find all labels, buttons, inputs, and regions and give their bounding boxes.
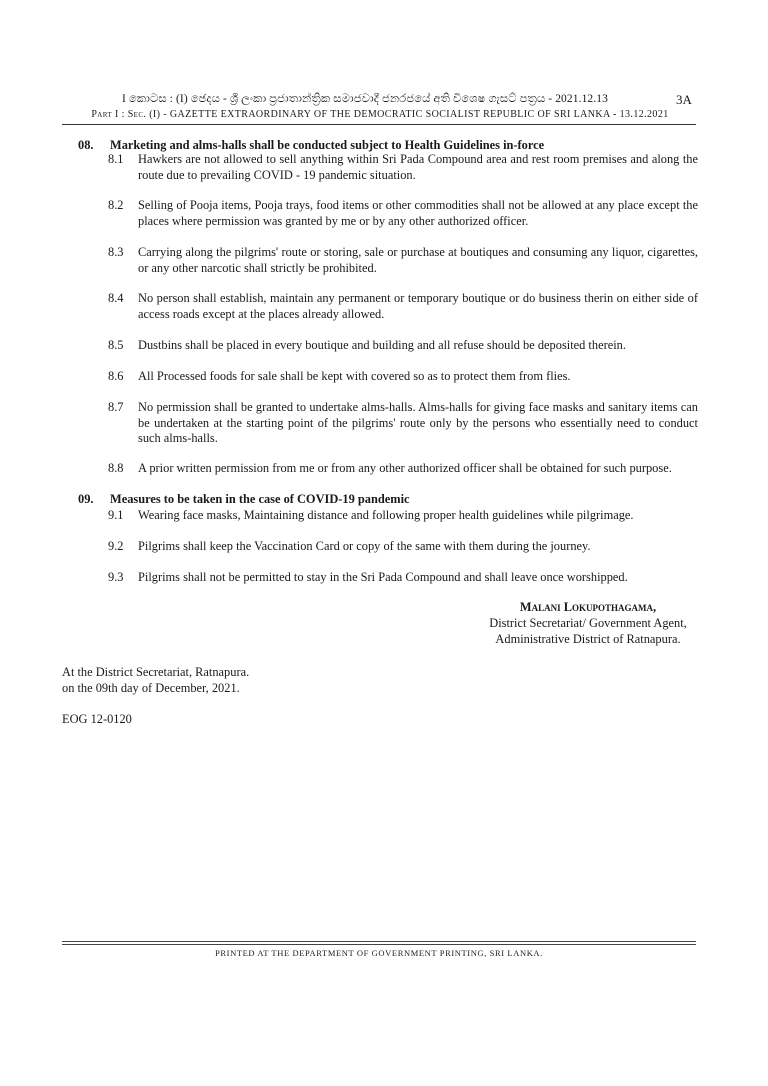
clause-text: Carrying along the pilgrims' route or storing, sale or purchase at boutiques and consuming any liquor, cigarettes, or any other narcotic shall strictly be prohibited. xyxy=(138,245,698,275)
header-sinhala: I කොටස : (I) ඡෙදය - ශ්‍රී ලංකා ප්‍රජාතාන්ත්‍රික සමාජවාදී ජනරජයේ අති විශෙෂ ගැසට් පත්‍රය - 2021.12.13 xyxy=(122,93,608,105)
signatory-district: Administrative District of Ratnapura. xyxy=(495,632,681,646)
clause-text: A prior written permission from me or from any other authorized officer shall be obtained for such purpose. xyxy=(138,461,672,475)
clause-number: 8.2 xyxy=(108,198,124,212)
clause-number: 9.3 xyxy=(108,570,124,584)
clause-8-4 xyxy=(108,291,698,322)
clause-9-3 xyxy=(108,570,698,586)
clause-number: 8.5 xyxy=(108,338,124,352)
clause-text: Pilgrims shall not be permitted to stay in the Sri Pada Compound and shall leave once worshipped. xyxy=(138,570,628,584)
clause-text: No permission shall be granted to undertake alms-halls. Alms-halls for giving face masks and sanitary items can be undertaken at the starting point of the pilgrims' route only by the persons who essentially need to conduct such alms-halls. xyxy=(138,400,698,445)
clause-8-8 xyxy=(108,461,698,477)
clause-number: 8.7 xyxy=(108,400,124,414)
header-english: Part I : Sec. (I) - GAZETTE EXTRAORDINARY OF THE DEMOCRATIC SOCIALIST REPUBLIC OF SRI LANKA - 13.12.2021 xyxy=(91,109,669,120)
section-heading-08 xyxy=(78,138,544,153)
printer-imprint: PRINTED AT THE DEPARTMENT OF GOVERNMENT PRINTING, SRI LANKA. xyxy=(215,948,543,958)
signatory-name: Malani Lokupothagama, xyxy=(519,600,657,614)
section-number: 09. xyxy=(78,492,94,506)
section-heading-09 xyxy=(78,492,410,507)
clause-9-2 xyxy=(108,539,698,555)
clause-text: Dustbins shall be placed in every boutique and building and all refuse should be deposited therein. xyxy=(138,338,626,352)
clause-text: Pilgrims shall keep the Vaccination Card or copy of the same with them during the journey. xyxy=(138,539,591,553)
clause-8-7 xyxy=(108,400,698,447)
clause-text: Selling of Pooja items, Pooja trays, food items or other commodities shall not be allowed at any place except the places where permission was granted by me or by any other authorized officer. xyxy=(138,198,698,228)
clause-text: Wearing face masks, Maintaining distance and following proper health guidelines while pilgrimage. xyxy=(138,508,634,522)
clause-number: 8.3 xyxy=(108,245,124,259)
clause-number: 9.1 xyxy=(108,508,124,522)
place-line: At the District Secretariat, Ratnapura. xyxy=(62,665,250,679)
header-rule xyxy=(62,124,696,125)
section-number: 08. xyxy=(78,138,94,152)
date-line: on the 09th day of December, 2021. xyxy=(62,681,240,695)
clause-text: Hawkers are not allowed to sell anything within Sri Pada Compound area and rest room premises and along the route due to prevailing COVID - 19 pandemic situation. xyxy=(138,152,698,182)
signatory-title: District Secretariat/ Government Agent, xyxy=(489,616,687,630)
clause-8-2 xyxy=(108,198,698,229)
clause-8-5 xyxy=(108,338,698,354)
clause-9-1 xyxy=(108,508,698,524)
clause-number: 8.1 xyxy=(108,152,124,166)
section-title: Measures to be taken in the case of COVID-19 pandemic xyxy=(110,492,410,506)
clause-8-3 xyxy=(108,245,698,276)
clause-text: No person shall establish, maintain any permanent or temporary boutique or do business therin on either side of access roads except at the places already allowed. xyxy=(138,291,698,321)
clause-8-6 xyxy=(108,369,698,385)
clause-number: 9.2 xyxy=(108,539,124,553)
footer-rule-bottom xyxy=(62,944,696,945)
page-number: 3A xyxy=(676,92,692,107)
clause-number: 8.4 xyxy=(108,291,124,305)
clause-number: 8.8 xyxy=(108,461,124,475)
signature-block xyxy=(460,599,716,647)
clause-text: All Processed foods for sale shall be kept with covered so as to protect them from flies. xyxy=(138,369,571,383)
reference-number: EOG 12-0120 xyxy=(62,712,132,726)
clause-8-1 xyxy=(108,152,698,183)
section-title: Marketing and alms-halls shall be conducted subject to Health Guidelines in-force xyxy=(110,138,545,152)
footer-rule-top xyxy=(62,941,696,942)
clause-number: 8.6 xyxy=(108,369,124,383)
